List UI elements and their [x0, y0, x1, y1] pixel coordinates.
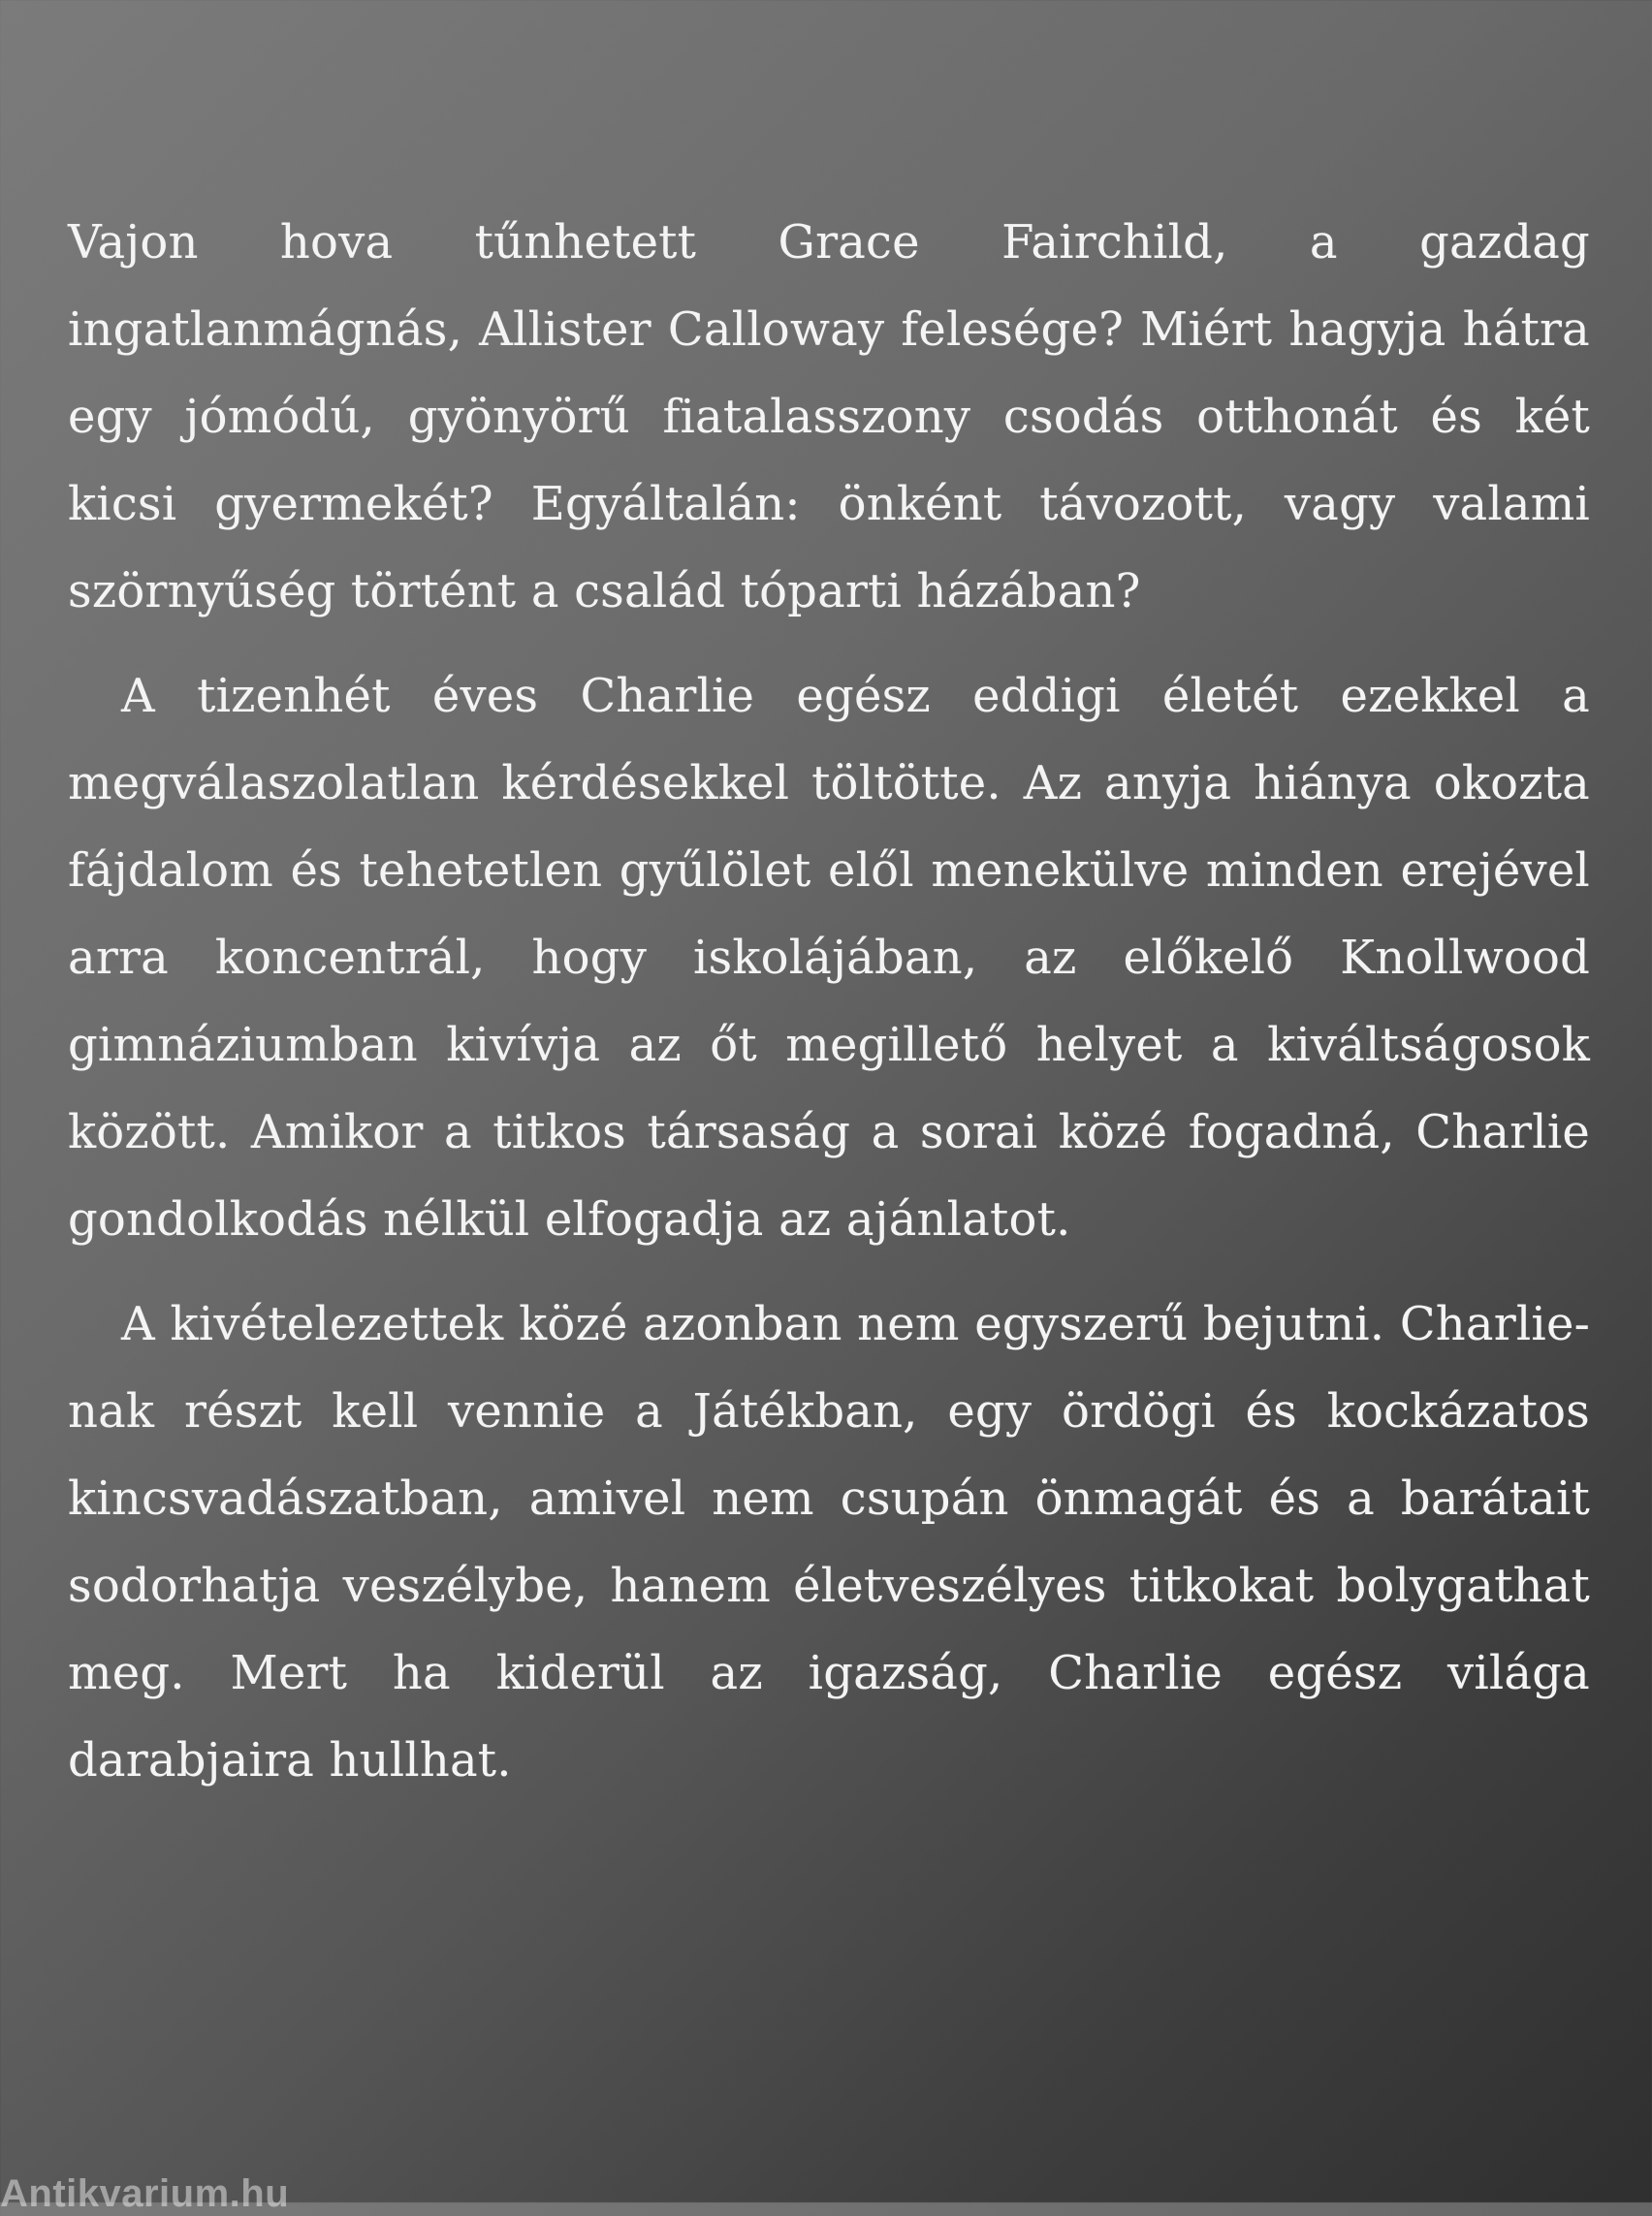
back-cover-text: [68, 199, 1590, 1804]
watermark-text: Antikvarium.hu: [0, 2172, 290, 2215]
paragraph-1: Vajon hova tűnhetett Grace Fairchild, a gazdag ingatlanmágnás, Allister Calloway felesége? Miért hagyja hátra egy jómódú, gyönyörű fiatalasszony csodás otthonát és két kicsi gyermekét? Egyáltalán: önként távozott, vagy valami szörnyűség történt a család tóparti házában?: [68, 215, 1590, 618]
paragraph-2: A tizenhét éves Charlie egész eddigi életét ezekkel a megválaszolatlan kérdésekkel töltötte. Az anyja hiánya okozta fájdalom és tehetetlen gyűlölet elől menekülve minden erejével arra koncentrál, hogy iskolájában, az előkelő Knollwood gimnáziumban kivívja az őt megillető helyet a kiváltságosok között. Amikor a titkos társaság a sorai közé fogadná, Charlie gondolkodás nélkül elfogadja az ajánlatot.: [68, 669, 1590, 1247]
paragraph-3: A kivételezettek közé azonban nem egyszerű bejutni. Charlie-nak részt kell vennie a Játékban, egy ördögi és kockázatos kincsvadászatban, amivel nem csupán önmagát és a barátait sodorhatja veszélybe, hanem életveszélyes titkokat bolygathat meg. Mert ha kiderül az igazság, Charlie egész világa darabjaira hullhat.: [68, 1297, 1590, 1788]
